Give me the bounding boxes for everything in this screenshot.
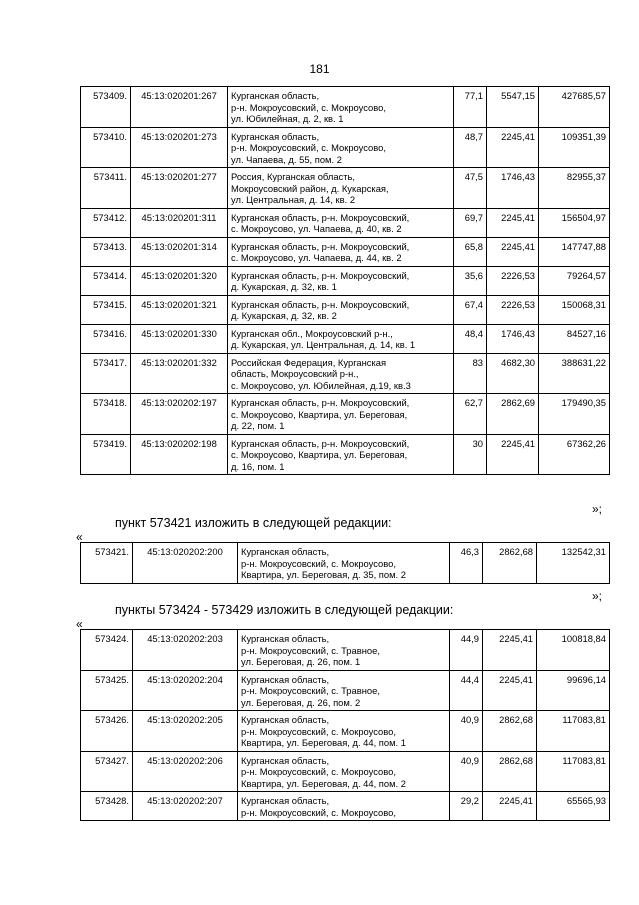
cadastral-number: 45:13:020202:200 <box>133 543 238 584</box>
row-number: 573412. <box>81 208 131 237</box>
address <box>228 266 454 295</box>
address-line: ул. Береговая, д. 26, пом. 2 <box>241 696 361 708</box>
address <box>228 237 454 266</box>
area: 62,7 <box>454 394 487 435</box>
address <box>228 324 454 353</box>
table-row <box>81 324 610 353</box>
cadastral-number: 45:13:020202:203 <box>133 630 238 671</box>
address <box>238 670 450 711</box>
row-number: 573410. <box>81 127 131 168</box>
address-line: Квартира, ул. Береговая, д. 35, пом. 2 <box>241 569 406 580</box>
table-row <box>81 543 610 584</box>
area: 40,9 <box>450 751 483 792</box>
address-line: с. Мокроусово, Квартира, ул. Береговая, <box>231 408 408 420</box>
cadastral-value: 99696,14 <box>537 670 610 711</box>
area: 77,1 <box>454 87 487 128</box>
row-number: 573414. <box>81 266 131 295</box>
cadastral-number: 45:13:020202:206 <box>133 751 238 792</box>
address-line: р-н. Мокроусовский, с. Травное, <box>241 644 380 656</box>
table-row <box>81 353 610 394</box>
address <box>238 630 450 671</box>
cadastral-value: 147747,88 <box>539 237 610 266</box>
cadastral-value: 117083,81 <box>537 711 610 752</box>
cadastral-value: 388631,22 <box>539 353 610 394</box>
cadastral-number: 45:13:020202:204 <box>133 670 238 711</box>
page-number: 181 <box>309 62 330 76</box>
row-number: 573417. <box>81 353 131 394</box>
cadastral-number: 45:13:020201:321 <box>131 295 228 324</box>
address-line: Курганская обл., Мокроусовский р-н., <box>231 327 393 339</box>
unit-price: 1746,43 <box>487 168 539 209</box>
unit-price: 2245,41 <box>487 127 539 168</box>
address-line: Курганская область, р-н. Мокроусовский, <box>231 269 410 281</box>
cadastral-number: 45:13:020201:320 <box>131 266 228 295</box>
address-line: Курганская область, <box>241 754 330 766</box>
cadastral-value: 179490,35 <box>539 394 610 435</box>
opening-quote: « <box>76 617 83 631</box>
cadastral-number: 45:13:020201:267 <box>131 87 228 128</box>
property-table-3 <box>80 629 610 821</box>
address-line: Курганская область, <box>241 546 330 557</box>
opening-quote: « <box>76 530 83 544</box>
row-number: 573415. <box>81 295 131 324</box>
address-line: ул. Юбилейная, д. 2, кв. 1 <box>231 113 344 124</box>
address-line: Курганская область, р-н. Мокроусовский, <box>231 240 410 252</box>
address <box>228 295 454 324</box>
closing-quote: »; <box>592 502 603 516</box>
table-row <box>81 237 610 266</box>
address <box>238 543 450 584</box>
cadastral-value: 84527,16 <box>539 324 610 353</box>
unit-price: 2245,41 <box>487 434 539 475</box>
row-number: 573409. <box>81 87 131 128</box>
table-row <box>81 127 610 168</box>
address-line: р-н. Мокроусовский, с. Травное, <box>241 685 380 696</box>
area: 48,4 <box>454 324 487 353</box>
table-row <box>81 630 610 671</box>
address <box>228 168 454 209</box>
table-row <box>81 394 610 435</box>
unit-price: 5547,15 <box>487 87 539 128</box>
address-line: Курганская область, <box>231 90 320 101</box>
address-line: р-н. Мокроусовский, с. Мокроусово, <box>231 101 386 113</box>
address-line: д. 16, пом. 1 <box>231 460 285 472</box>
table-row <box>81 711 610 752</box>
address <box>228 353 454 394</box>
unit-price: 2245,41 <box>483 670 537 711</box>
table-row <box>81 168 610 209</box>
row-number: 573416. <box>81 324 131 353</box>
cadastral-value: 100818,84 <box>537 630 610 671</box>
area: 46,3 <box>450 543 483 584</box>
table-row <box>81 792 610 821</box>
unit-price: 2862,68 <box>483 751 537 792</box>
address <box>228 394 454 435</box>
unit-price: 4682,30 <box>487 353 539 394</box>
row-number: 573426. <box>81 711 133 752</box>
unit-price: 2226,53 <box>487 295 539 324</box>
cadastral-value: 67362,26 <box>539 434 610 475</box>
row-number: 573418. <box>81 394 131 435</box>
address-line: Курганская область, р-н. Мокроусовский, <box>231 397 410 408</box>
cadastral-value: 109351,39 <box>539 127 610 168</box>
address-line: ул. Центральная, д. 14, кв. 2 <box>231 194 356 205</box>
address-line: Курганская область, <box>241 795 330 806</box>
table-row <box>81 87 610 128</box>
cadastral-value: 65565,93 <box>537 792 610 821</box>
cadastral-number: 45:13:020202:207 <box>133 792 238 821</box>
area: 29,2 <box>450 792 483 821</box>
unit-price: 2245,41 <box>487 208 539 237</box>
address-line: область, Мокроусовский р-н., <box>231 368 359 379</box>
unit-price: 2862,68 <box>483 711 537 752</box>
address-line: Квартира, ул. Береговая, д. 44, пом. 2 <box>241 777 406 789</box>
address-line: Курганская область, р-н. Мокроусовский, <box>231 437 410 449</box>
area: 30 <box>454 434 487 475</box>
cadastral-number: 45:13:020201:332 <box>131 353 228 394</box>
address-line: р-н. Мокроусовский, с. Мокроусово, <box>231 142 386 153</box>
unit-price: 1746,43 <box>487 324 539 353</box>
closing-quote: »; <box>592 589 603 603</box>
area: 83 <box>454 353 487 394</box>
table-row <box>81 208 610 237</box>
address-line: Квартира, ул. Береговая, д. 44, пом. 1 <box>241 737 406 748</box>
address <box>238 711 450 752</box>
unit-price: 2862,69 <box>487 394 539 435</box>
amendment-instruction: пункты 573424 - 573429 изложить в следующей редакции: <box>115 603 454 617</box>
cadastral-value: 156504,97 <box>539 208 610 237</box>
unit-price: 2862,68 <box>483 543 537 584</box>
address <box>238 792 450 821</box>
row-number: 573424. <box>81 630 133 671</box>
row-number: 573427. <box>81 751 133 792</box>
area: 44,9 <box>450 630 483 671</box>
unit-price: 2226,53 <box>487 266 539 295</box>
cadastral-number: 45:13:020201:314 <box>131 237 228 266</box>
area: 40,9 <box>450 711 483 752</box>
address-line: ул. Береговая, д. 26, пом. 1 <box>241 656 361 667</box>
address-line: с. Мокроусово, Квартира, ул. Береговая, <box>231 449 408 460</box>
cadastral-value: 132542,31 <box>537 543 610 584</box>
row-number: 573419. <box>81 434 131 475</box>
cadastral-number: 45:13:020201:273 <box>131 127 228 168</box>
address <box>228 434 454 475</box>
address-line: Курганская область, р-н. Мокроусовский, <box>231 298 410 310</box>
area: 69,7 <box>454 208 487 237</box>
cadastral-value: 427685,57 <box>539 87 610 128</box>
property-table-1 <box>80 86 610 475</box>
address-line: р-н. Мокроусовский, с. Мокроусово, <box>241 725 396 737</box>
area: 44,4 <box>450 670 483 711</box>
address <box>238 751 450 792</box>
address-line: с. Мокроусово, ул. Юбилейная, д.19, кв.3 <box>231 379 411 391</box>
row-number: 573421. <box>81 543 133 584</box>
address-line: р-н. Мокроусовский, с. Мокроусово, <box>241 766 396 777</box>
address-line: д. 22, пом. 1 <box>231 420 285 431</box>
cadastral-value: 79264,57 <box>539 266 610 295</box>
area: 47,5 <box>454 168 487 209</box>
unit-price: 2245,41 <box>483 792 537 821</box>
cadastral-number: 45:13:020202:198 <box>131 434 228 475</box>
amendment-instruction: пункт 573421 изложить в следующей редакции: <box>115 516 392 530</box>
cadastral-value: 117083,81 <box>537 751 610 792</box>
address <box>228 127 454 168</box>
row-number: 573428. <box>81 792 133 821</box>
cadastral-number: 45:13:020202:205 <box>133 711 238 752</box>
property-table-2 <box>80 542 610 584</box>
address-line: Российская Федерация, Курганская <box>231 356 387 368</box>
row-number: 573413. <box>81 237 131 266</box>
address-line: Курганская область, <box>241 714 330 725</box>
address-line: Мокроусовский район, д. Кукарская, <box>231 182 389 194</box>
row-number: 573425. <box>81 670 133 711</box>
address-line: Курганская область, <box>241 633 330 644</box>
address-line: р-н. Мокроусовский, с. Мокроусово, <box>241 806 396 818</box>
table-row <box>81 670 610 711</box>
address-line: с. Мокроусово, ул. Чапаева, д. 40, кв. 2 <box>231 223 402 234</box>
address-line: ул. Чапаева, д. 55, пом. 2 <box>231 153 342 165</box>
area: 48,7 <box>454 127 487 168</box>
table-row <box>81 751 610 792</box>
address-line: с. Мокроусово, ул. Чапаева, д. 44, кв. 2 <box>231 252 402 263</box>
unit-price: 2245,41 <box>487 237 539 266</box>
address-line: д. Кукарская, д. 32, кв. 1 <box>231 281 337 292</box>
table-row <box>81 266 610 295</box>
address-line: д. Кукарская, ул. Центральная, д. 14, кв. 1 <box>231 339 416 350</box>
cadastral-value: 82955,37 <box>539 168 610 209</box>
address-line: р-н. Мокроусовский, с. Мокроусово, <box>241 557 396 569</box>
cadastral-number: 45:13:020201:330 <box>131 324 228 353</box>
address-line: Курганская область, <box>231 130 320 142</box>
address-line: Курганская область, <box>241 673 330 685</box>
area: 67,4 <box>454 295 487 324</box>
address-line: д. Кукарская, д. 32, кв. 2 <box>231 310 337 321</box>
address <box>228 208 454 237</box>
row-number: 573411. <box>81 168 131 209</box>
area: 65,8 <box>454 237 487 266</box>
address-line: Россия, Курганская область, <box>231 171 356 182</box>
unit-price: 2245,41 <box>483 630 537 671</box>
cadastral-number: 45:13:020201:311 <box>131 208 228 237</box>
address-line: Курганская область, р-н. Мокроусовский, <box>231 211 410 223</box>
cadastral-value: 150068,31 <box>539 295 610 324</box>
table-row <box>81 434 610 475</box>
table-row <box>81 295 610 324</box>
address <box>228 87 454 128</box>
cadastral-number: 45:13:020202:197 <box>131 394 228 435</box>
cadastral-number: 45:13:020201:277 <box>131 168 228 209</box>
area: 35,6 <box>454 266 487 295</box>
